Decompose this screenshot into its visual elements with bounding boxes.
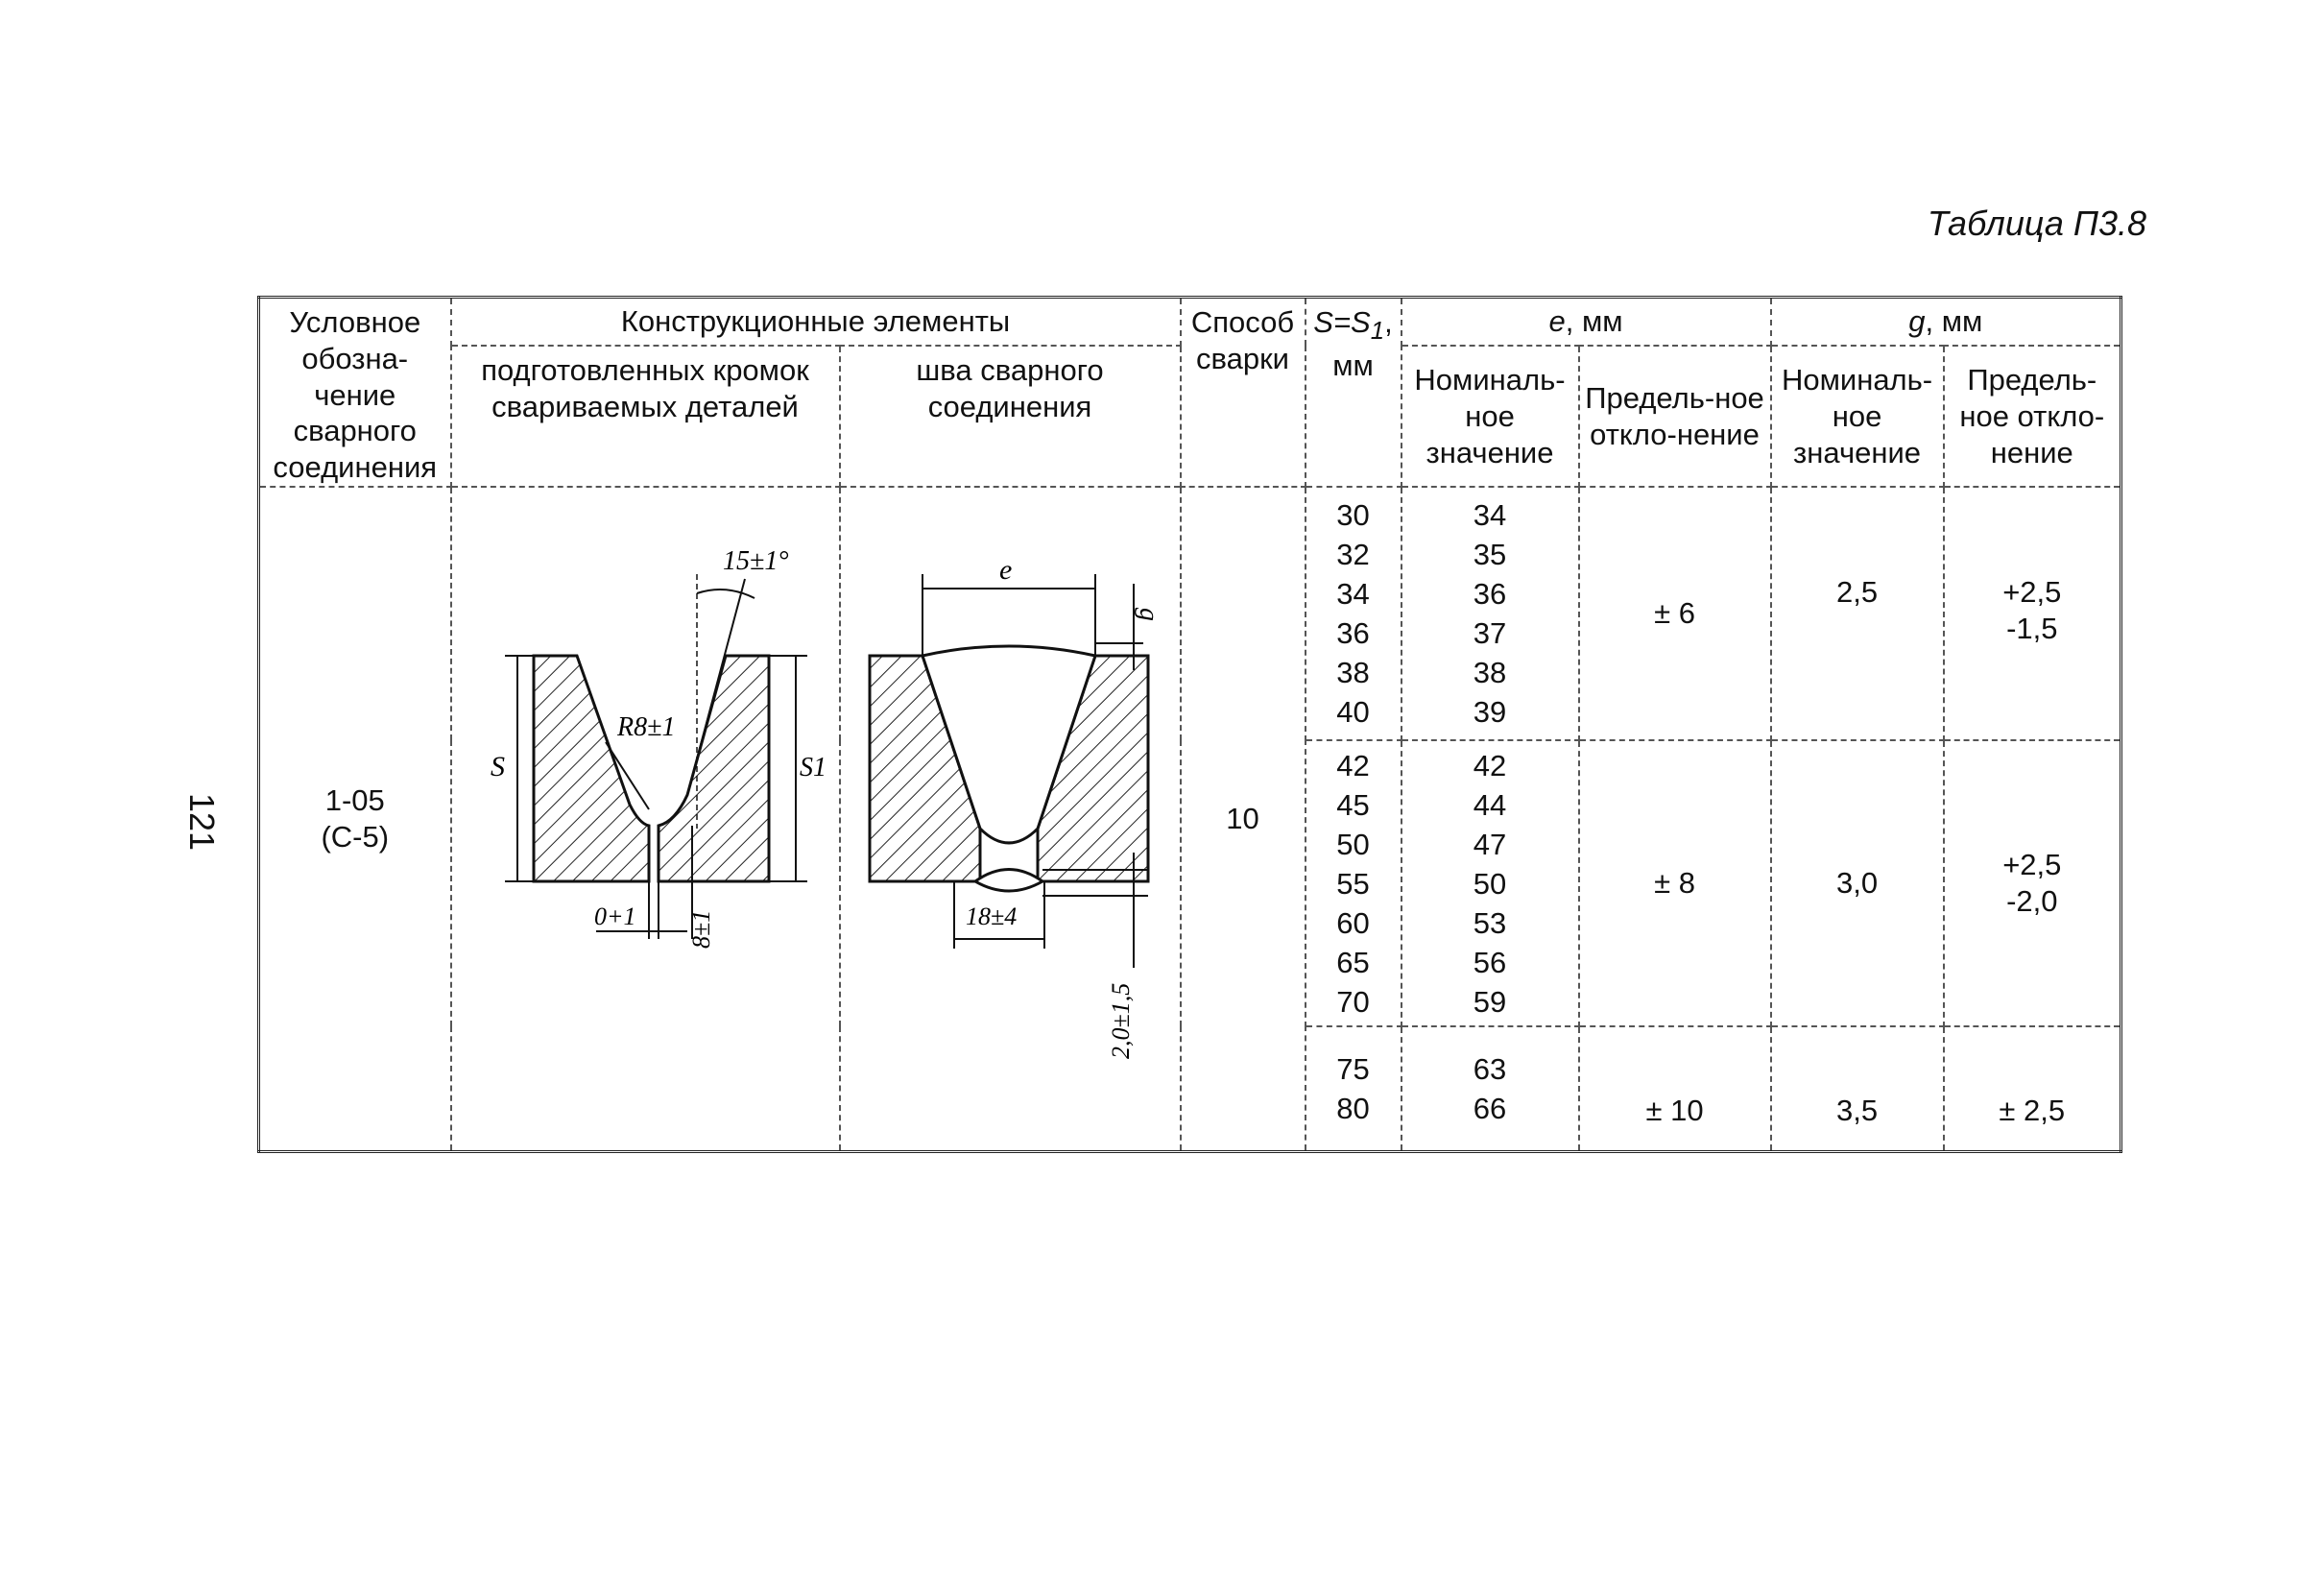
- e-nominal-value: 47: [1473, 827, 1507, 861]
- e-deviation-group-3: ± 10: [1579, 1026, 1771, 1152]
- s-value: 32: [1336, 538, 1370, 572]
- designation-value: 1-05 (С-5): [321, 783, 390, 854]
- left-plate: [534, 656, 649, 881]
- e-nominal-value: 59: [1473, 984, 1507, 1019]
- e-nominal-value: 35: [1473, 538, 1507, 572]
- width-label: 18±4: [965, 902, 1017, 931]
- header-e-group: [1402, 298, 1771, 347]
- header-e-nominal: Номиналь-ное значение: [1402, 346, 1579, 487]
- e-nominal-value: 44: [1473, 787, 1507, 822]
- header-g-group: [1771, 298, 2121, 347]
- g-nominal-group-2: 3,0: [1771, 740, 1944, 1026]
- header-constructive: Конструкционные элементы: [451, 298, 1181, 347]
- g-label: g: [1133, 608, 1163, 622]
- weld-seam-drawing: [841, 488, 1182, 1150]
- header-weld-seam: шва сварного соединения: [840, 346, 1181, 487]
- s-value: 55: [1336, 866, 1370, 901]
- thickness-subscript: 1: [1370, 318, 1385, 346]
- s-value: 70: [1336, 984, 1370, 1019]
- gap-label: 0+1: [593, 902, 636, 931]
- g-deviation-value: +2,5: [2002, 848, 2062, 882]
- s-label: S: [490, 751, 505, 783]
- g-deviation-value: ± 2,5: [1999, 1094, 2066, 1128]
- s-value: 30: [1336, 498, 1370, 533]
- g-deviation-group-3: [1944, 1026, 2121, 1152]
- s-value: 75: [1336, 1052, 1370, 1087]
- s-value: 60: [1336, 905, 1370, 940]
- e-nominal-value: 56: [1473, 945, 1507, 979]
- g-unit: , мм: [1925, 304, 1983, 339]
- weld-drawing-cell: [840, 487, 1181, 1152]
- s-value: 50: [1336, 827, 1370, 861]
- g-symbol: g: [1908, 304, 1926, 339]
- s-values-group-3: [1306, 1026, 1402, 1152]
- e-symbol: e: [1548, 304, 1566, 339]
- s-value: 42: [1336, 748, 1370, 782]
- designation-cell: [259, 487, 451, 1152]
- e-nominal-value: 63: [1473, 1052, 1507, 1087]
- g-deviation-value: -2,0: [2006, 884, 2058, 919]
- angle-label: 15±1°: [722, 546, 789, 577]
- e-unit: , мм: [1565, 304, 1623, 339]
- s-value: 80: [1336, 1092, 1370, 1126]
- e-nominal-value: 34: [1473, 498, 1507, 533]
- reinforcement-label: 2,0±1,5: [1106, 982, 1135, 1060]
- e-nominal-value: 36: [1473, 577, 1507, 612]
- e-nominal-group-3: [1402, 1026, 1579, 1152]
- header-designation: Условное обозна-чение сварного соединения: [259, 298, 451, 488]
- g-nominal-group-3: 3,5: [1771, 1026, 1944, 1152]
- s-value: 65: [1336, 945, 1370, 979]
- prep-edges-drawing: [452, 488, 841, 1150]
- e-nominal-value: 50: [1473, 866, 1507, 901]
- right-plate: [659, 656, 769, 881]
- header-e-deviation: Предель-ное откло-нение: [1579, 346, 1771, 487]
- s-value: 36: [1336, 616, 1370, 651]
- header-g-deviation: Предель-ное откло-нение: [1944, 346, 2121, 487]
- prep-drawing-cell: [451, 487, 840, 1152]
- thickness-unit: , мм: [1332, 305, 1393, 382]
- header-thickness: [1306, 298, 1402, 488]
- thickness-symbol: S=S: [1313, 305, 1371, 339]
- e-deviation-group-1: ± 6: [1579, 487, 1771, 740]
- g-deviation-value: +2,5: [2002, 575, 2062, 610]
- e-deviation-group-2: ± 8: [1579, 740, 1771, 1026]
- e-nominal-value: 53: [1473, 905, 1507, 940]
- header-method: Способ сварки: [1181, 298, 1306, 488]
- e-nominal-value: 38: [1473, 656, 1507, 690]
- s1-label: S1: [799, 753, 827, 783]
- method-cell: 10: [1181, 487, 1306, 1152]
- e-nominal-value: 42: [1473, 748, 1507, 782]
- root-label: 8±1: [686, 909, 715, 950]
- s-value: 45: [1336, 787, 1370, 822]
- e-nominal-group-1: [1402, 487, 1579, 740]
- s-values-group-2: [1306, 740, 1402, 1026]
- e-nominal-value: 37: [1473, 616, 1507, 651]
- e-nominal-value: 39: [1473, 695, 1507, 730]
- g-deviation-group-1: [1944, 487, 2121, 740]
- g-nominal-group-1: 2,5: [1771, 487, 1944, 740]
- welding-spec-table: [257, 296, 2122, 1153]
- g-deviation-value: -1,5: [2006, 611, 2058, 645]
- s-value: 38: [1336, 656, 1370, 690]
- header-prepared-edges: подготовленных кромок свариваемых деталей: [451, 346, 840, 487]
- s-value: 34: [1336, 577, 1370, 612]
- e-nominal-group-2: [1402, 740, 1579, 1026]
- s-value: 40: [1336, 695, 1370, 730]
- g-deviation-group-2: [1944, 740, 2121, 1026]
- radius-label: R8±1: [616, 712, 675, 743]
- table-caption: Таблица П3.8: [1927, 204, 2146, 243]
- page-number: 121: [182, 792, 223, 852]
- header-g-nominal: Номиналь-ное значение: [1771, 346, 1944, 487]
- e-label: e: [998, 554, 1012, 587]
- s-values-group-1: [1306, 487, 1402, 740]
- e-nominal-value: 66: [1473, 1092, 1507, 1126]
